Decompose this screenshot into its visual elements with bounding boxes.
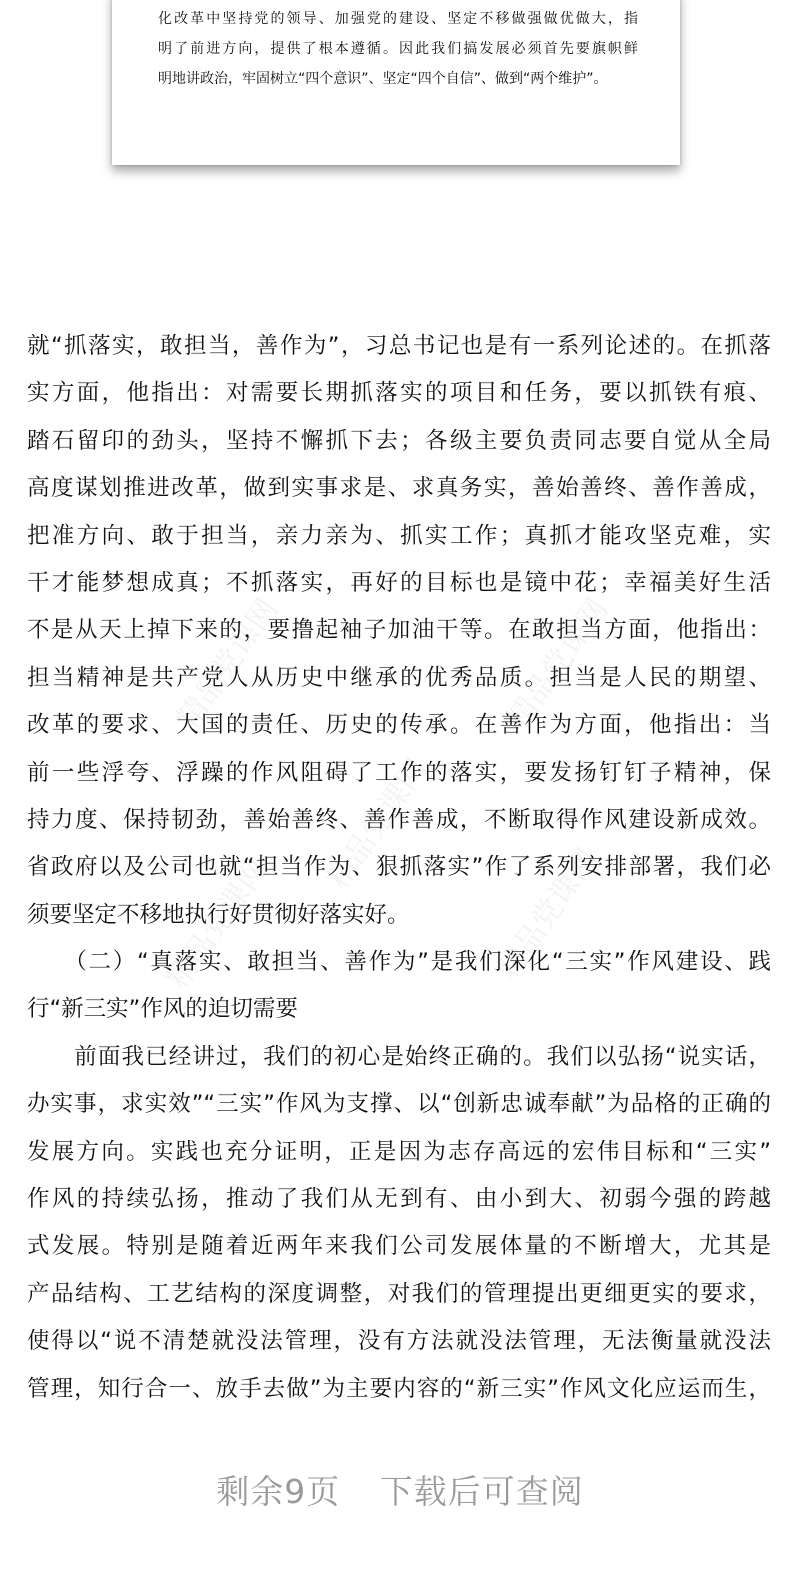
text-line: 产品结构、工艺结构的深度调整，对我们的管理提出更细更实的要求， xyxy=(27,1280,771,1307)
text-line: 管理，知行合一、放手去做”为主要内容的“新三实”作风文化应运而生， xyxy=(27,1375,771,1402)
text-line: 使得以“说不清楚就没法管理，没有方法就没法管理，无法衡量就没法 xyxy=(27,1328,771,1355)
text-line: 发展方向。实践也充分证明，正是因为志存高远的宏伟目标和“三实” xyxy=(27,1138,771,1165)
watermark: 精品党课网 xyxy=(320,752,436,896)
text-line: 踏石留印的劲头，坚持不懈抓下去；各级主要负责同志要自觉从全局 xyxy=(27,427,771,454)
text-line: 行“新三实”作风的迫切需要 xyxy=(27,996,298,1023)
text-line: 担当精神是共产党人从历史中继承的优秀品质。担当是人民的期望、 xyxy=(27,664,771,691)
watermark: 精品党课网 xyxy=(490,842,606,986)
text-line: 干才能梦想成真；不抓落实，再好的目标也是镜中花；幸福美好生活 xyxy=(27,569,771,596)
download-prompt[interactable] xyxy=(0,1466,800,1513)
text-line: 省政府以及公司也就“担当作为、狠抓落实”作了系列安排部署，我们必 xyxy=(27,854,771,881)
card-line: 化改革中坚持党的领导、加强党的建设、坚定不移做强做优做大，指 xyxy=(158,11,638,27)
text-line: 不是从天上掉下来的，要撸起袖子加油干等。在敢担当方面，他指出： xyxy=(27,617,771,644)
quote-card xyxy=(112,0,680,165)
watermark: 精品党课网 xyxy=(170,592,286,736)
download-hint: 下载后可查阅 xyxy=(379,1472,584,1511)
card-line: 明了前进方向，提供了根本遵循。因此我们搞发展必须首先要旗帜鲜 xyxy=(158,41,638,57)
text-line: 前面我已经讲过，我们的初心是始终正确的。我们以弘扬“说实话， xyxy=(27,1043,771,1070)
text-line: 就“抓落实，敢担当，善作为”，习总书记也是有一系列论述的。在抓落 xyxy=(27,333,771,359)
document-body xyxy=(27,323,771,1413)
text-line: 持力度、保持韧劲，善始善终、善作善成，不断取得作风建设新成效。 xyxy=(27,806,771,833)
card-line: 明地讲政治，牢固树立“四个意识”、坚定“四个自信”、做到“两个维护”。 xyxy=(158,71,608,87)
text-line: 式发展。特别是随着近两年来我们公司发展体量的不断增大，尤其是 xyxy=(27,1233,771,1260)
text-line: 前一些浮夸、浮躁的作风阻碍了工作的落实，要发扬钉钉子精神，保 xyxy=(27,759,771,786)
text-line: 高度谋划推进改革，做到实事求是、求真务实，善始善终、善作善成， xyxy=(27,475,771,502)
text-line: 实方面，他指出：对需要长期抓落实的项目和任务，要以抓铁有痕、 xyxy=(27,380,771,407)
text-line: 作风的持续弘扬，推动了我们从无到有、由小到大、初弱今强的跨越 xyxy=(27,1186,771,1213)
text-line: 把准方向、敢于担当，亲力亲为、抓实工作；真抓才能攻坚克难，实 xyxy=(27,522,771,549)
remaining-pages: 剩余9页 xyxy=(216,1472,341,1511)
text-line: 须要坚定不移地执行好贯彻好落实好。 xyxy=(27,901,410,928)
watermark: 精品党课网 xyxy=(500,592,616,736)
text-line: 办实事，求实效”“三实”作风为支撑、以“创新忠诚奉献”为品格的正确的 xyxy=(27,1091,771,1118)
card-text xyxy=(158,4,638,94)
watermark: 精品党课网 xyxy=(160,852,276,996)
text-line: 改革的要求、大国的责任、历史的传承。在善作为方面，他指出：当 xyxy=(27,712,771,739)
text-line: （二）“真落实、敢担当、善作为”是我们深化“三实”作风建设、践 xyxy=(27,949,771,976)
